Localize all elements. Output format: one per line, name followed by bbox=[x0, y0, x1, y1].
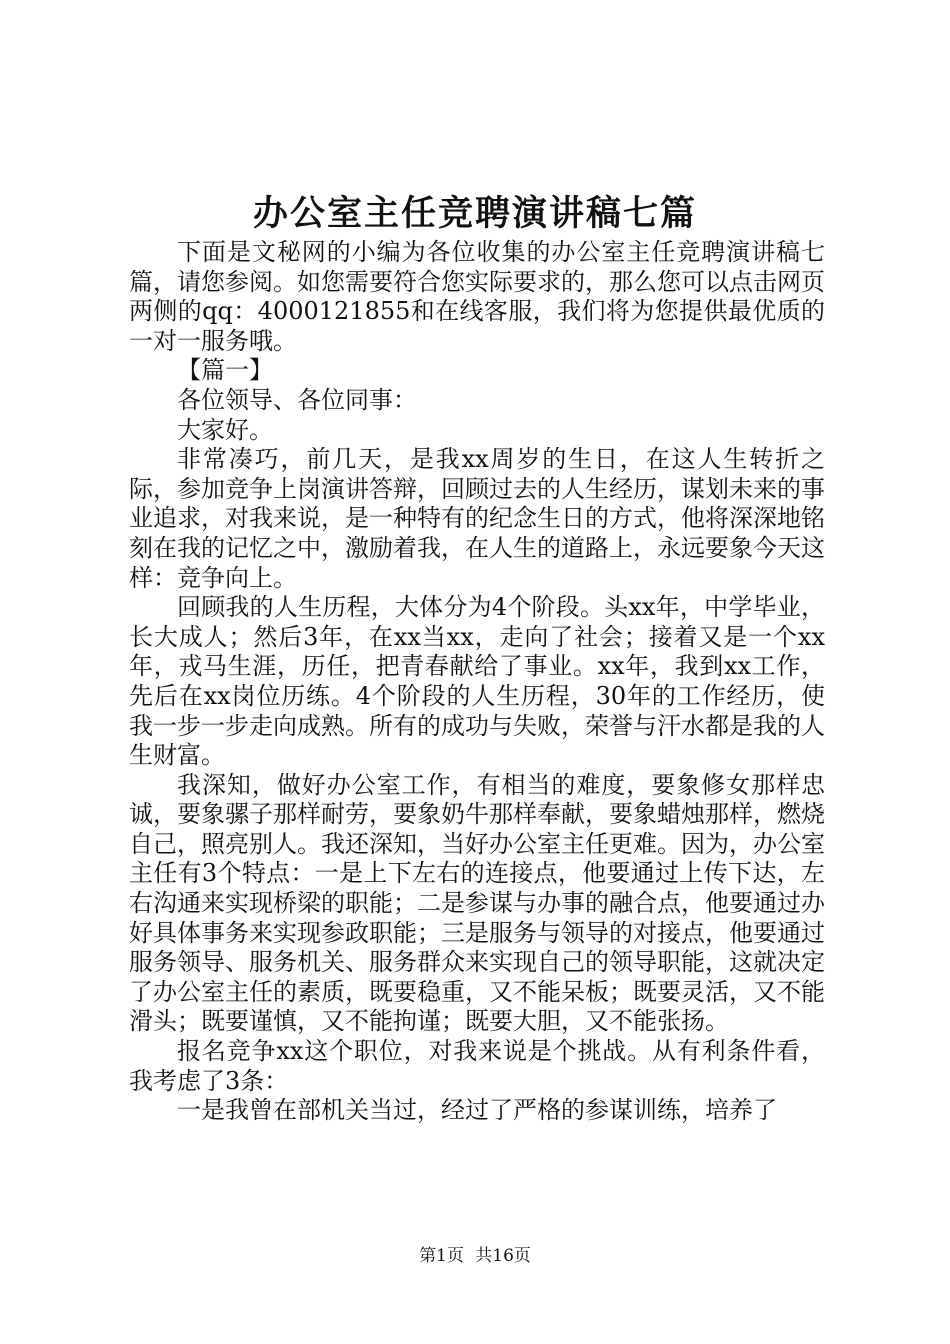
paragraph-section-heading: 【篇一】 bbox=[177, 356, 273, 385]
page-total: 共16页 bbox=[475, 1246, 531, 1266]
paragraph-point-one: 一是我曾在部机关当过，经过了严格的参谋训练，培养了 bbox=[177, 1096, 777, 1125]
paragraph-office-duties: 我深知，做好办公室工作，有相当的难度，要象修女那样忠诚，要象骡子那样耐劳，要象奶牛那样奉献，要象蜡烛那样，燃烧自己，照亮别人。我还深知，当好办公室主任更难。因为，办公室主任有3个特点：一是上下左右的连接点，他要通过上传下达，左右沟通来实现桥梁的职能；二是参谋与办事的融合点，他要通过办好具体事务来实现参政职能；三是服务与领导的对接点，他要通过服务领导、服务机关、服务群众来实现自己的领导职能，这就决定了办公室主任的素质，既要稳重，又不能呆板；既要灵活，又不能滑头；既要谨慎，又不能拘谨；既要大胆，又不能张扬。 bbox=[129, 770, 825, 1036]
paragraph-salutation: 各位领导、各位同事： bbox=[177, 385, 417, 414]
paragraph-challenge: 报名竞争xx这个职位，对我来说是个挑战。从有利条件看，我考虑了3条： bbox=[129, 1037, 825, 1095]
paragraph-intro: 下面是文秘网的小编为各位收集的办公室主任竞聘演讲稿七篇，请您参阅。如您需要符合您实际要求的，那么您可以点击网页两侧的qq：4000121855和在线客服，我们将为您提供最优质的一对一服务哦。 bbox=[129, 238, 825, 355]
page-number: 第1页 bbox=[419, 1246, 464, 1266]
paragraph-birthday: 非常凑巧，前几天，是我xx周岁的生日，在这人生转折之际，参加竞争上岗演讲答辩，回顾过去的人生经历，谋划未来的事业追求，对我来说，是一种特有的纪念生日的方式，他将深深地铭刻在我的记忆之中，激励着我，在人生的道路上，永远要象今天这样：竞争向上。 bbox=[129, 445, 825, 592]
paragraph-life-history: 回顾我的人生历程，大体分为4个阶段。头xx年，中学毕业，长大成人；然后3年，在xx当xx，走向了社会；接着又是一个xx年，戎马生涯，历任，把青春献给了事业。xx年，我到xx工作，先后在xx岗位历练。4个阶段的人生历程，30年的工作经历，使我一步一步走向成熟。所有的成功与失败，荣誉与汗水都是我的人生财富。 bbox=[129, 593, 825, 770]
document-title: 办公室主任竞聘演讲稿七篇 bbox=[252, 193, 697, 234]
document-body bbox=[129, 238, 825, 1126]
paragraph-greeting: 大家好。 bbox=[177, 415, 273, 444]
page-footer bbox=[0, 1241, 950, 1266]
